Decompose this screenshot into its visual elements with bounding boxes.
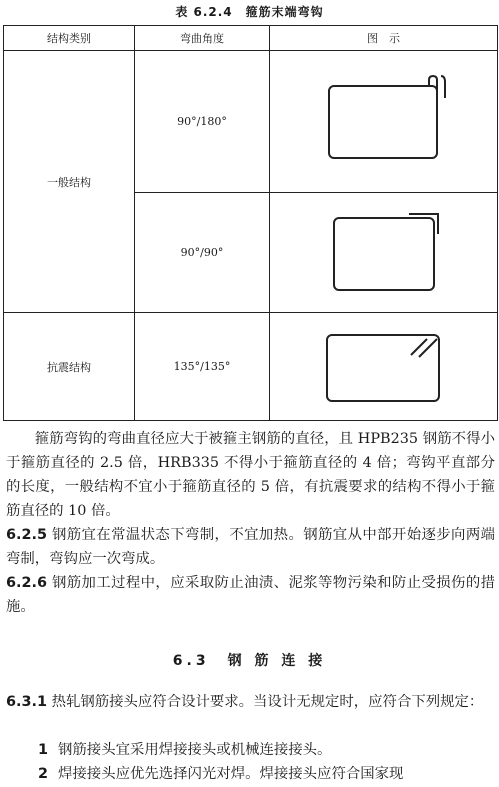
item-number: 1 <box>38 742 49 758</box>
hook-90-90-diagram <box>324 210 444 295</box>
angle-90-90: 90°/90° <box>135 193 270 313</box>
diagram-cell-90-90 <box>270 193 498 313</box>
clause-number: 6.2.6 <box>6 575 47 591</box>
clause-number: 6.2.5 <box>6 527 47 543</box>
clause-text: 热轧钢筋接头应符合设计要求。当设计无规定时，应符合下列规定： <box>51 694 484 710</box>
list-item <box>38 762 498 786</box>
item-number: 2 <box>38 766 49 782</box>
clause-6-2-6 <box>6 571 495 619</box>
clause-6-2-5 <box>6 523 495 571</box>
hook-135-135-diagram <box>319 327 449 407</box>
angle-135-135: 135°/135° <box>135 313 270 421</box>
paragraph-hook-diameter: 箍筋弯钩的弯曲直径应大于被箍主钢筋的直径，且 HPB235 钢筋不得小于箍筋直径的 2.5 倍，HRB335 不得小于箍筋直径的 4 倍；弯钩平直部分的长度，一般结构不宜小于箍筋直径的 5 倍，有抗震要求的结构不得小于箍筋直径的 10 倍。 <box>6 431 495 519</box>
header-bend-angle: 弯曲角度 <box>135 26 270 51</box>
clause-number: 6.3.1 <box>6 694 47 710</box>
category-seismic: 抗震结构 <box>4 313 135 421</box>
section-heading: 6.3 钢 筋 连 接 <box>172 653 327 669</box>
item-text: 焊接接头应优先选择闪光对焊。焊接接头应符合国家现 <box>58 766 404 782</box>
item-text: 钢筋接头宜采用焊接接头或机械连接接头。 <box>58 742 332 758</box>
hook-90-180-diagram <box>319 74 449 169</box>
clause-text: 钢筋宜在常温状态下弯制，不宜加热。钢筋宜从中部开始逐步向两端弯制，弯钩应一次弯成。 <box>6 527 495 567</box>
clause-6-3-1 <box>6 690 495 714</box>
header-illustration: 图 示 <box>270 26 498 51</box>
diagram-cell-135-135 <box>270 313 498 421</box>
angle-90-180: 90°/180° <box>135 51 270 193</box>
clause-text: 钢筋加工过程中，应采取防止油渍、泥浆等物污染和防止受损伤的措施。 <box>6 575 495 615</box>
list-item <box>38 738 498 762</box>
table-title: 表 6.2.4 箍筋末端弯钩 <box>175 5 324 19</box>
header-structure-type: 结构类别 <box>4 26 135 51</box>
diagram-cell-90-180 <box>270 51 498 193</box>
stirrup-hook-table <box>3 25 498 421</box>
category-general: 一般结构 <box>4 51 135 313</box>
